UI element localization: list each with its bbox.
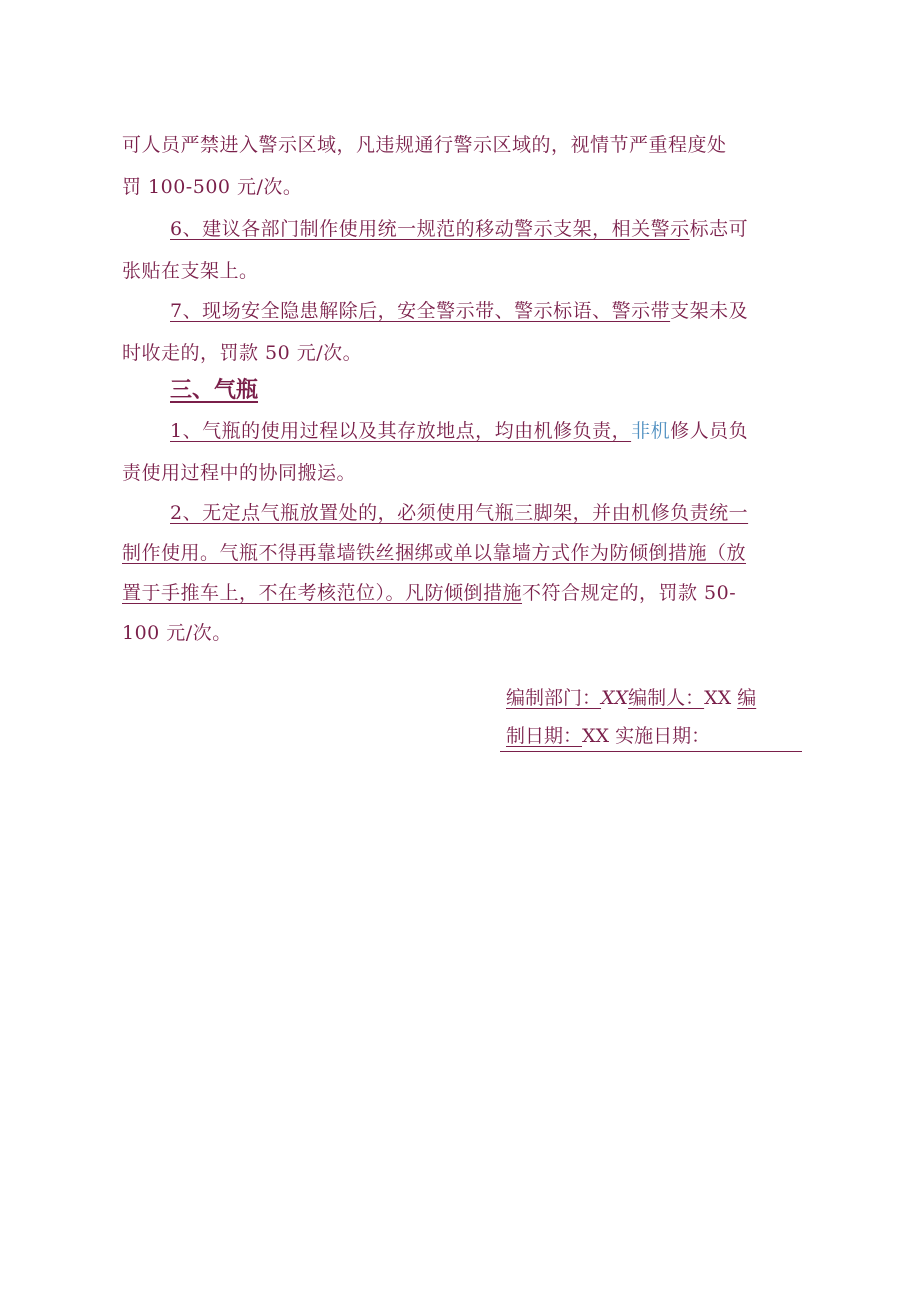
item-3-2-underlined-text-2: 制作使用。气瓶不得再靠墙铁丝捆绑或单以靠墙方式作为防倾倒措施（放 [122,542,747,564]
dept-label: 编制部门： [506,687,602,709]
item-3-1-text-cont: 责使用过程中的协同搬运。 [122,462,357,484]
item-3-1-underlined-text: 1、气瓶的使用过程以及其存放地点，均由机修负责， [170,420,632,442]
signature-line-1 [506,685,756,711]
author-value: XX [704,687,732,709]
item-3-2-line-4 [122,620,802,646]
item-3-1-line-1 [170,418,802,444]
item-3-2-text-cont: 100 元/次。 [122,622,232,644]
date-label-start: 编 [737,687,757,709]
item-3-1-highlight-text: 非机 [631,420,671,442]
date-label: 制日期： [506,725,583,747]
author-label: 编制人： [628,687,705,709]
item-6-underlined-text: 6、建议各部门制作使用统一规范的移动警示支架，相关警示 [170,218,690,240]
item-7-text: 支架未及 [670,300,749,322]
item-3-2-underlined-text-3: 置于手推车上，不在考核范位）。凡防倾倒措施 [122,582,523,604]
item-7-underlined-text: 7、现场安全隐患解除后，安全警示带、警示标语、警示带 [170,300,671,322]
item-3-2-text: 不符合规定的，罚款 50- [522,582,737,604]
item-3-1-text: 修人员负 [670,420,749,442]
date-value: XX [582,725,610,747]
item-3-2-underlined-text: 2、无定点气瓶放置处的，必须使用气瓶三脚架，并由机修负责统一 [170,502,749,524]
section-heading: 三、气瓶 [170,377,259,403]
item-7-text-cont: 时收走的，罚款 50 元/次。 [122,342,363,364]
item-3-2-line-3 [122,580,802,606]
signature-rule [500,751,802,752]
paragraph-text: 可人员严禁进入警示区域，凡违规通行警示区域的，视情节严重程度处 [122,134,727,156]
paragraph-text: 罚 100-500 元/次。 [122,176,303,198]
paragraph-line [122,174,802,200]
item-3-1-line-2 [122,460,802,486]
item-7-line-1 [170,298,802,324]
item-7-line-2 [122,340,802,366]
paragraph-line [122,132,802,158]
impl-label: 实施日期： [615,725,711,747]
item-6-text: 标志可 [689,218,749,240]
item-6-line-1 [170,216,802,242]
item-3-2-line-1 [170,500,802,526]
item-6-text-cont: 张贴在支架上。 [122,260,259,282]
item-6-line-2 [122,258,802,284]
item-3-2-line-2 [122,540,802,566]
dept-value: XX [601,687,629,709]
signature-line-2 [506,723,710,749]
